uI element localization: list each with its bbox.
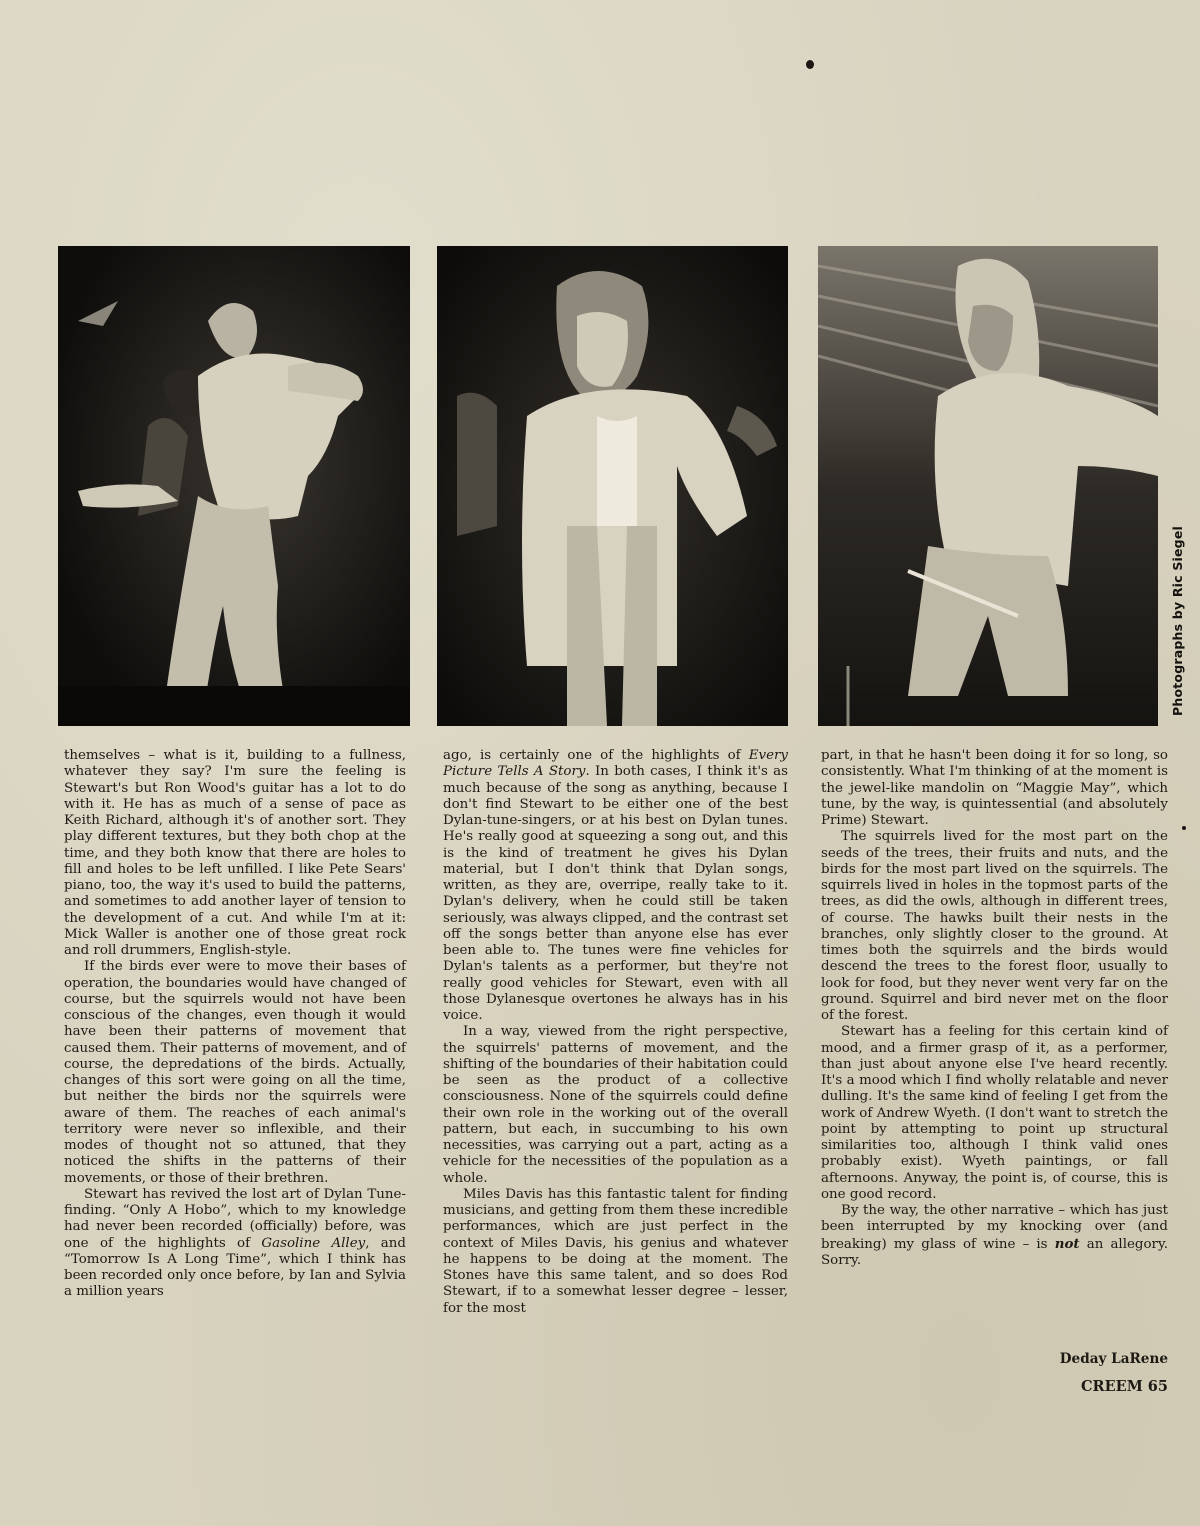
- emphasis: not: [1054, 1235, 1080, 1252]
- paragraph: Miles Davis has this fantastic talent for finding musicians, and getting from them these incredible performances, which are just perfect in the context of Miles Davis, his genius and whatever he happens to be doing at the moment. The Stones have this same talent, and so does Rod Stewart, if to a somewhat lesser degree – lesser, for the most: [443, 1186, 788, 1316]
- article-column-2: [443, 748, 788, 1317]
- author-byline: Deday LaRene: [1059, 1351, 1168, 1367]
- paragraph: Stewart has revived the lost art of Dylan Tune-finding. “Only A Hobo”, which to my knowledge had never been recorded (officially) before, was one of the highlights of Gasoline Alley, and “Tomorrow Is A Long Time”, which I think has been recorded only once before, by Ian and Sylvia a million years: [64, 1186, 406, 1300]
- paragraph: themselves – what is it, building to a fullness, whatever they say? I'm sure the feeling is Stewart's but Ron Wood's guitar has a lot to do with it. He has as much of a sense of pace as Keith Richard, although it's of another sort. They play different textures, but they both chop at the time, and they both know that there are holes to fill and holes to be left unfilled. I like Pete Sears' piano, too, the way it's used to build the patterns, and sometimes to add another layer of tension to the development of a cut. And while I'm at it: Mick Waller is another one of those great rock and roll drummers, English-style.: [64, 748, 406, 958]
- ink-speck: [1182, 826, 1186, 830]
- concert-photo-center: [437, 246, 788, 726]
- article-column-3: [821, 748, 1168, 1269]
- concert-photo-right: [818, 246, 1158, 726]
- paragraph: If the birds ever were to move their bases of operation, the boundaries would have changed of course, but the squirrels would not have been conscious of the changes, even though it would have been their patterns of movement that caused them. Their patterns of movement, and of course, the depredations of the birds. Actually, changes of this sort were going on all the time, but neither the birds nor the squirrels were aware of them. The reaches of each animal's territory were never so inflexible, and their modes of thought not so attuned, that they noticed the shifts in the patterns of their movements, or those of their brethren.: [64, 959, 406, 1186]
- paragraph: In a way, viewed from the right perspective, the squirrels' patterns of movement, and the shifting of the boundaries of their habitation could be seen as the product of a collective consciousness. None of the squirrels could define their own role in the working out of the overall pattern, but each, in succumbing to his own necessities, was carrying out a part, acting as a vehicle for the necessities of the population as a whole.: [443, 1024, 788, 1186]
- ink-speck: [806, 60, 814, 69]
- paragraph: part, in that he hasn't been doing it for so long, so consistently. What I'm thinking of at the moment is the jewel-like mandolin on “Maggie May”, which tune, by the way, is quintessential (and absolutely Prime) Stewart.: [821, 748, 1168, 828]
- paragraph: ago, is certainly one of the highlights of Every Picture Tells A Story. In both cases, I think it's as much because of the song as anything, because I don't find Stewart to be either one of the best Dylan-tune-singers, or at his best on Dylan tunes. He's really good at squeezing a song out, and this is the kind of treatment he gives his Dylan material, but I don't think that Dylan songs, written, as they are, overripe, really take to it. Dylan's delivery, when he could still be taken seriously, was always clipped, and the contrast set off the songs better than anyone else has ever been able to. The tunes were fine vehicles for Dylan's talents as a performer, but they're not really good vehicles for Stewart, even with all those Dylanesque overtones he always has in his voice.: [443, 748, 789, 1023]
- paragraph: The squirrels lived for the most part on the seeds of the trees, their fruits and nuts, and the birds for the most part lived on the squirrels. The squirrels lived in holes in the topmost parts of the trees, as did the owls, although in different trees, of course. The hawks built their nests in the branches, only slightly closer to the ground. At times both the squirrels and the birds would descend the trees to the forest floor, usually to look for food, but they never went very far on the ground. Squirrel and bird never met on the floor of the forest.: [821, 829, 1168, 1023]
- album-title: Gasoline Alley: [261, 1235, 366, 1251]
- page-folio: CREEM 65: [1081, 1378, 1168, 1395]
- paragraph: By the way, the other narrative – which has just been interrupted by my knocking over (and breaking) my glass of wine – is not an allegory. Sorry.: [821, 1203, 1169, 1268]
- album-title: Every Picture Tells A Story: [443, 748, 788, 780]
- article-column-1: [64, 748, 406, 1301]
- concert-photo-left: [58, 246, 410, 726]
- paragraph: Stewart has a feeling for this certain kind of mood, and a firmer grasp of it, as a performer, than just about anyone else I've heard recently. It's a mood which I find wholly relatable and never dulling. It's the same kind of feeling I get from the work of Andrew Wyeth. (I don't want to stretch the point by attempting to point up structural similarities too, although I think valid ones probably exist). Wyeth paintings, or fall afternoons. Anyway, the point is, of course, this is one good record.: [821, 1024, 1168, 1202]
- photo-credit: Photographs by Ric Siegel: [1170, 526, 1185, 716]
